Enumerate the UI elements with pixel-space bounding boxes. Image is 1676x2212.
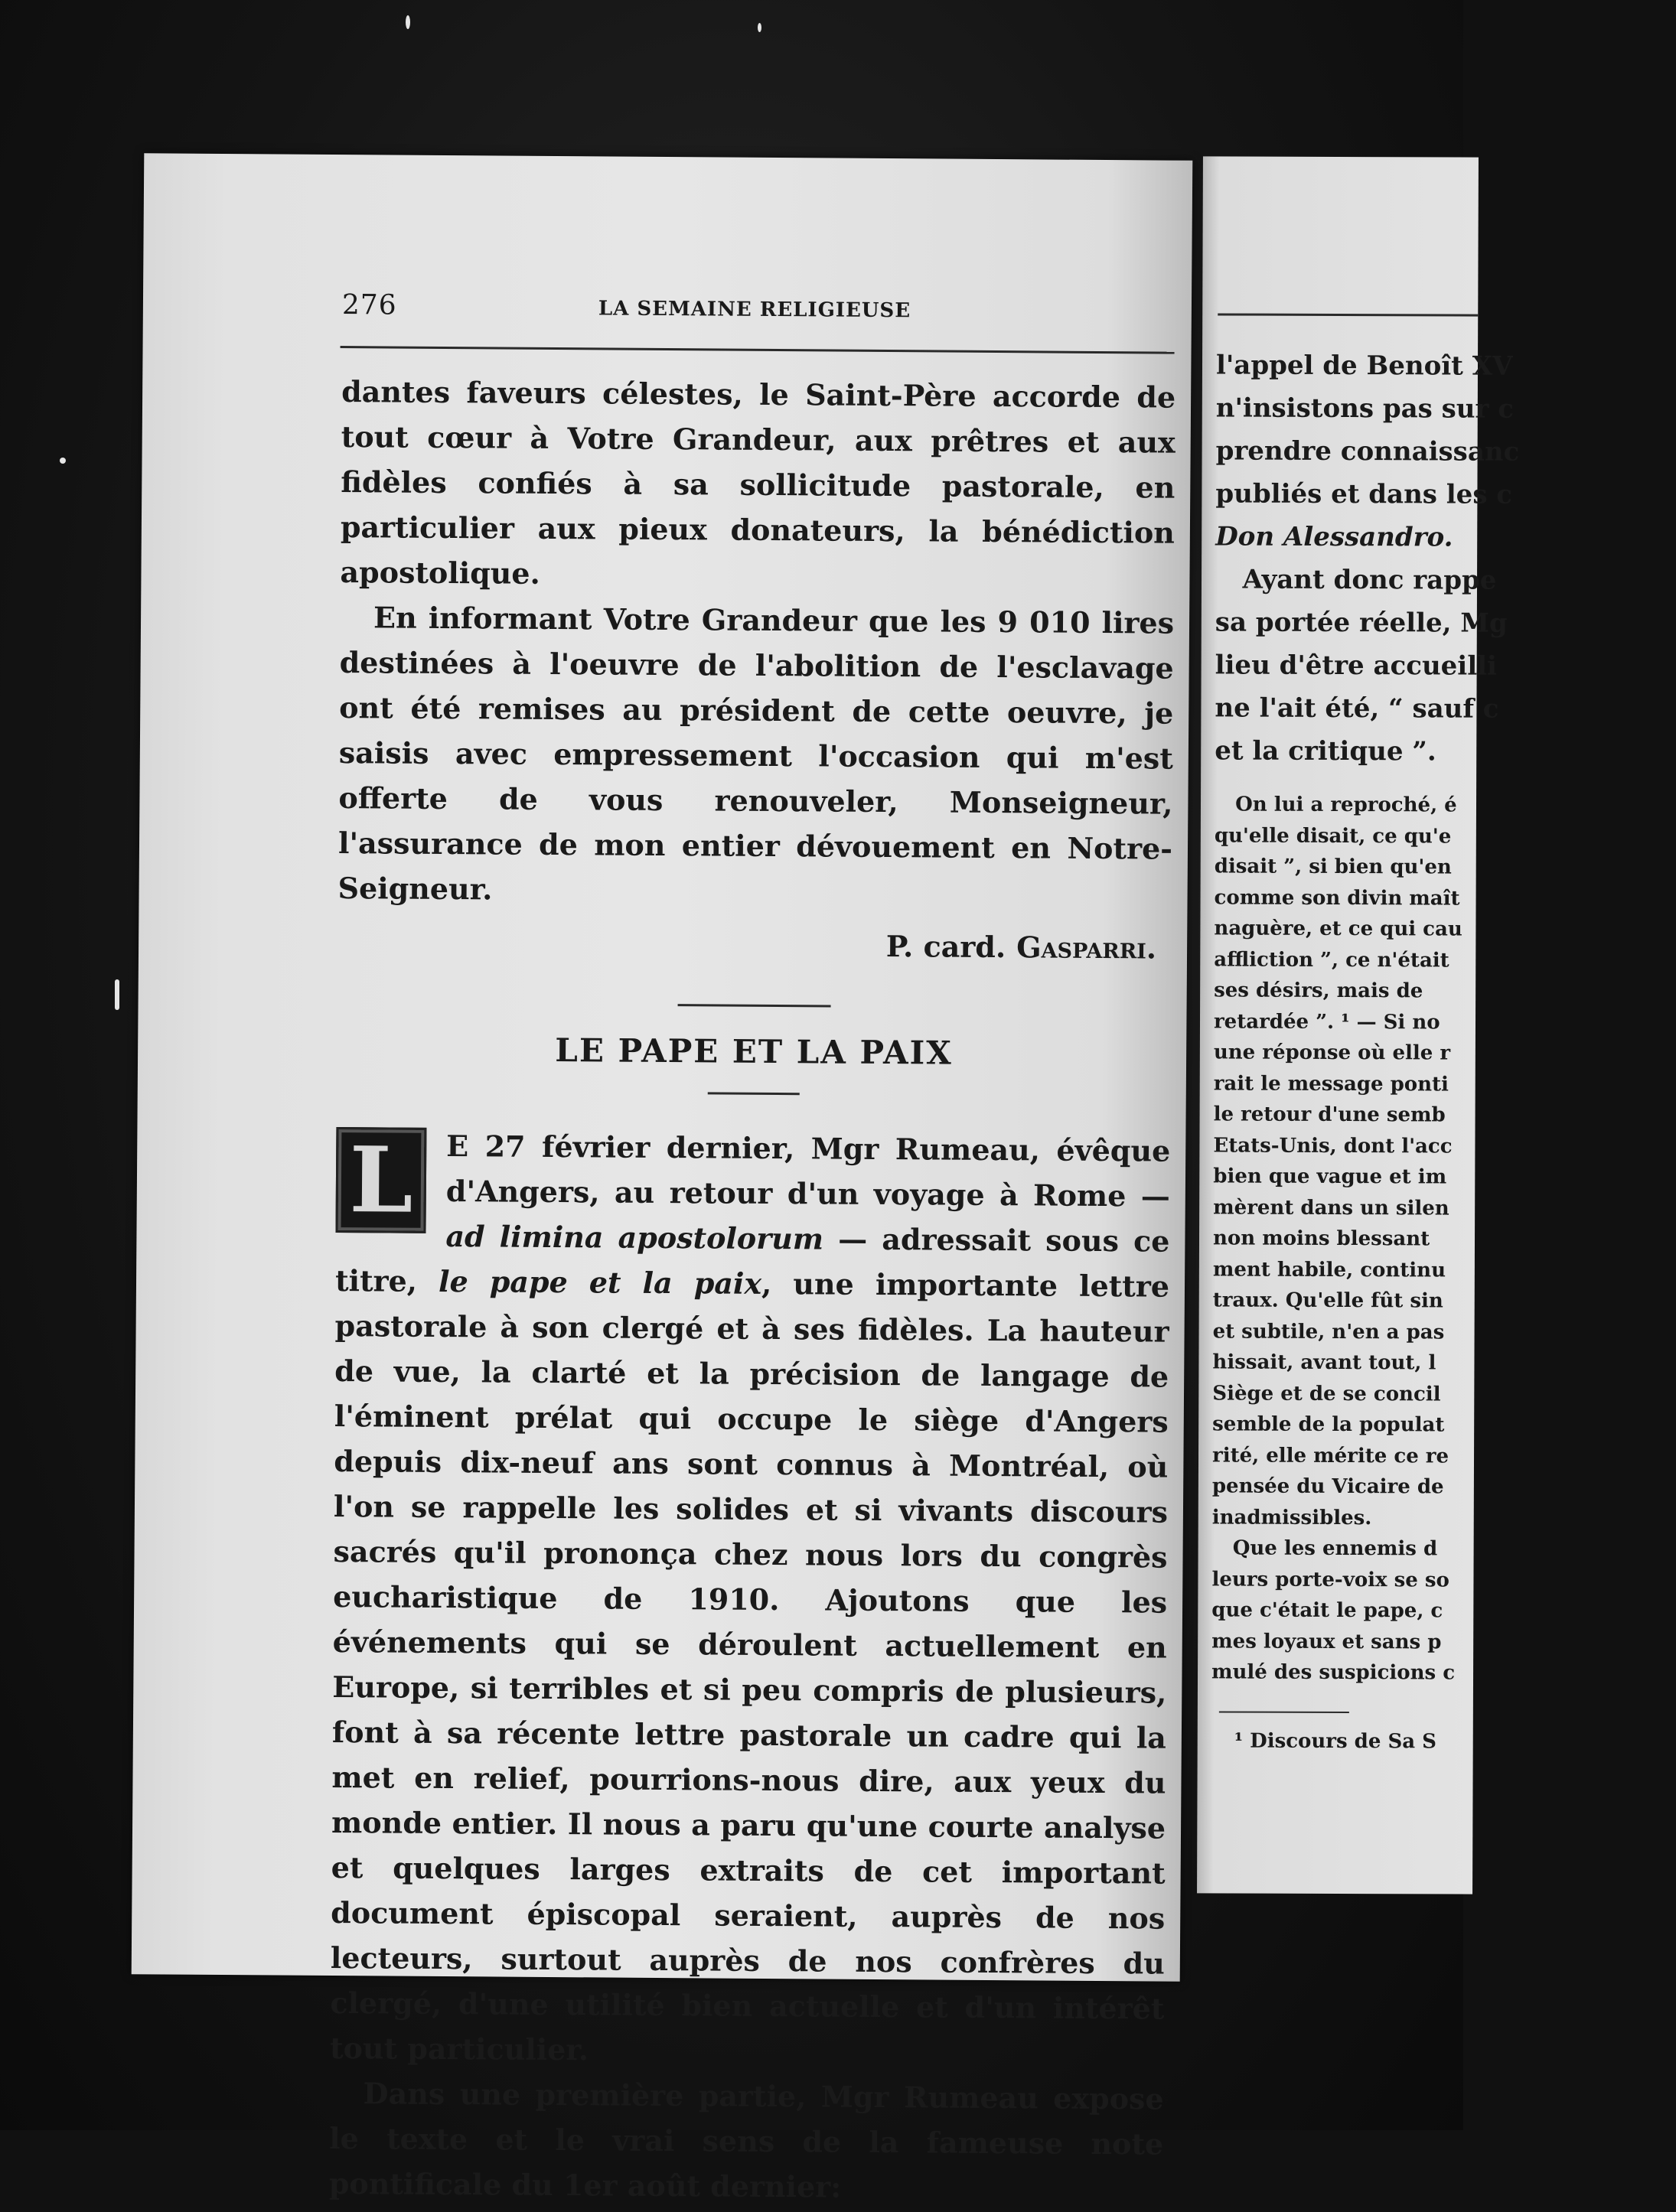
- right-small-line: hissait, avant tout, l: [1212, 1350, 1436, 1375]
- right-line: et la critique ”.: [1215, 735, 1436, 767]
- signature-name: Gasparri.: [1016, 930, 1157, 966]
- article-first-paragraph: [330, 1122, 1171, 2077]
- right-small-line: inadmissibles.: [1211, 1505, 1372, 1530]
- right-small-line: comme son divin maît: [1214, 885, 1460, 911]
- right-small-line: retardée ”. ¹ — Si no: [1213, 1009, 1440, 1034]
- scan-speck: [758, 23, 761, 32]
- running-head: LA SEMAINE RELIGIEUSE: [598, 297, 911, 323]
- left-page-content: [328, 155, 1177, 2204]
- drop-cap-ornament: L: [335, 1127, 426, 1233]
- right-small-line: qu'elle disait, ce qu'e: [1214, 823, 1452, 849]
- right-small-line: Que les ennemis d: [1211, 1536, 1438, 1561]
- right-small-line: mèrent dans un silen: [1213, 1195, 1449, 1220]
- right-page-cropped: [1197, 156, 1520, 1894]
- right-small-line: Etats-Unis, dont l'acc: [1213, 1133, 1453, 1158]
- body-text: [329, 369, 1176, 2212]
- footnote: ¹ Discours de Sa S: [1234, 1729, 1436, 1753]
- right-small-line: Siège et de se concil: [1212, 1381, 1441, 1406]
- right-line: sa portée réelle, Mg: [1215, 607, 1508, 639]
- right-small-line: et subtile, n'en a pas: [1212, 1319, 1445, 1344]
- header-rule: [341, 346, 1175, 354]
- right-small-line: semble de la populat: [1212, 1412, 1445, 1437]
- right-small-line: mulé des suspicions c: [1211, 1660, 1456, 1685]
- right-small-line: rité, elle mérite ce re: [1211, 1443, 1449, 1468]
- left-page: [132, 153, 1193, 2204]
- paragraph-letter-closing: En informant Votre Grandeur que les 9 010 lires destinées à l'oeuvre de l'abolition de l'esclavage ont été remises au président de cette oeuvre, je saisis avec empressement l'occasion qui m'est offerte de vous renouveler, Monseigneur, l'assurance de mon entier dévouement en Notre-Seigneur.: [337, 600, 1175, 907]
- footnote-rule: [1219, 1711, 1349, 1713]
- scan-speck: [60, 458, 66, 464]
- article-italic-2: le pape et la paix: [438, 1263, 762, 1301]
- right-small-line: naguère, et ce qui cau: [1214, 917, 1462, 941]
- scan-speck: [115, 979, 119, 1010]
- right-small-line: disait ”, si bien qu'en: [1214, 855, 1452, 879]
- right-line: lieu d'être accueilli: [1215, 650, 1498, 682]
- right-small-line: une réponse où elle r: [1213, 1041, 1451, 1065]
- right-small-line: affliction ”, ce n'était: [1214, 947, 1449, 972]
- article-text-part-1: E 27 février dernier, Mgr Rumeau, évêque d'Angers, au retour d'un voyage à Rome —: [445, 1129, 1171, 1214]
- right-small-line: rait le message ponti: [1213, 1071, 1449, 1096]
- right-small-line: pensée du Vicaire de: [1211, 1474, 1444, 1499]
- title-rule-bottom: [708, 1092, 800, 1095]
- scan-speck: [406, 15, 410, 29]
- right-small-line: On lui a reproché, é: [1214, 793, 1457, 817]
- right-small-line: que c'était le pape, c: [1211, 1598, 1443, 1623]
- right-small-line: ment habile, continu: [1212, 1257, 1446, 1282]
- right-line: prendre connaissanc: [1215, 435, 1520, 467]
- right-line: Ayant donc rappe: [1215, 564, 1497, 596]
- right-small-line: bien que vague et im: [1213, 1165, 1447, 1189]
- article-text-part-2: — adressait sous ce titre,: [334, 1221, 1170, 1298]
- right-small-line: leurs porte-voix se so: [1211, 1567, 1449, 1592]
- right-small-line: mes loyaux et sans p: [1211, 1629, 1442, 1653]
- right-header-rule: [1218, 313, 1478, 316]
- page-number: 276: [341, 289, 397, 321]
- right-line: ne l'ait été, “ sauf c: [1215, 692, 1499, 725]
- right-line: l'appel de Benoît XV: [1215, 350, 1513, 382]
- paragraph-continued: dantes faveurs célestes, le Saint-Père accorde de tout cœur à Votre Grandeur, aux prêtres et aux fidèles confiés à sa sollicitude pastorale, en particulier aux pieux donateurs, la bénédiction apostolique.: [340, 374, 1176, 591]
- article-opening: [330, 1122, 1171, 2077]
- article-italic-1: ad limina apostolorum: [445, 1219, 824, 1256]
- signature: [337, 920, 1172, 971]
- right-small-line: ses désirs, mais de: [1214, 979, 1423, 1003]
- right-small-line: traux. Qu'elle fût sin: [1212, 1288, 1443, 1313]
- page-header: [342, 289, 1176, 326]
- article-text-part-3: , une importante lettre pastorale à son clergé et à ses fidèles. La hauteur de vue, la clarté et la précision de langage de l'éminent prélat qui occupe le siège d'Angers depuis dix-neuf ans sont connus à Montréal, où l'on se rappelle les solides et si vivants discours sacrés qu'il prononça chez nous lors du congrès eucharistique de 1910. Ajoutons que les événements qui se déroulent actuellement en Europe, si terribles et si peu compris de plusieurs, font à sa récente lettre pastorale un cadre qui la met en relief, pourrions-nous dire, aux yeux du monde entier. Il nous a paru qu'une courte analyse et quelques larges extraits de cet important document épiscopal seraient, auprès de nos lecteurs, surtout auprès de nos confrères du clergé, d'une utilité bien actuelle et d'un intérêt tout particulier.: [329, 1266, 1170, 2067]
- right-line: publiés et dans les c: [1215, 478, 1513, 510]
- article-second-paragraph: Dans une première partie, Mgr Rumeau expose le texte et le vrai sens de la fameuse note pontificale du 1er août dernier:: [328, 2076, 1164, 2204]
- right-small-line: non moins blessant: [1212, 1227, 1430, 1251]
- right-line: n'insistons pas sur c: [1215, 393, 1515, 425]
- right-page-text: [1211, 344, 1675, 1755]
- title-rule-top: [678, 1004, 831, 1007]
- right-line: Don Alessandro.: [1215, 521, 1453, 553]
- article-title: LE PAPE ET LA PAIX: [555, 1031, 954, 1072]
- signature-prefix: P. card.: [885, 929, 1006, 965]
- right-small-line: le retour d'une semb: [1213, 1103, 1446, 1127]
